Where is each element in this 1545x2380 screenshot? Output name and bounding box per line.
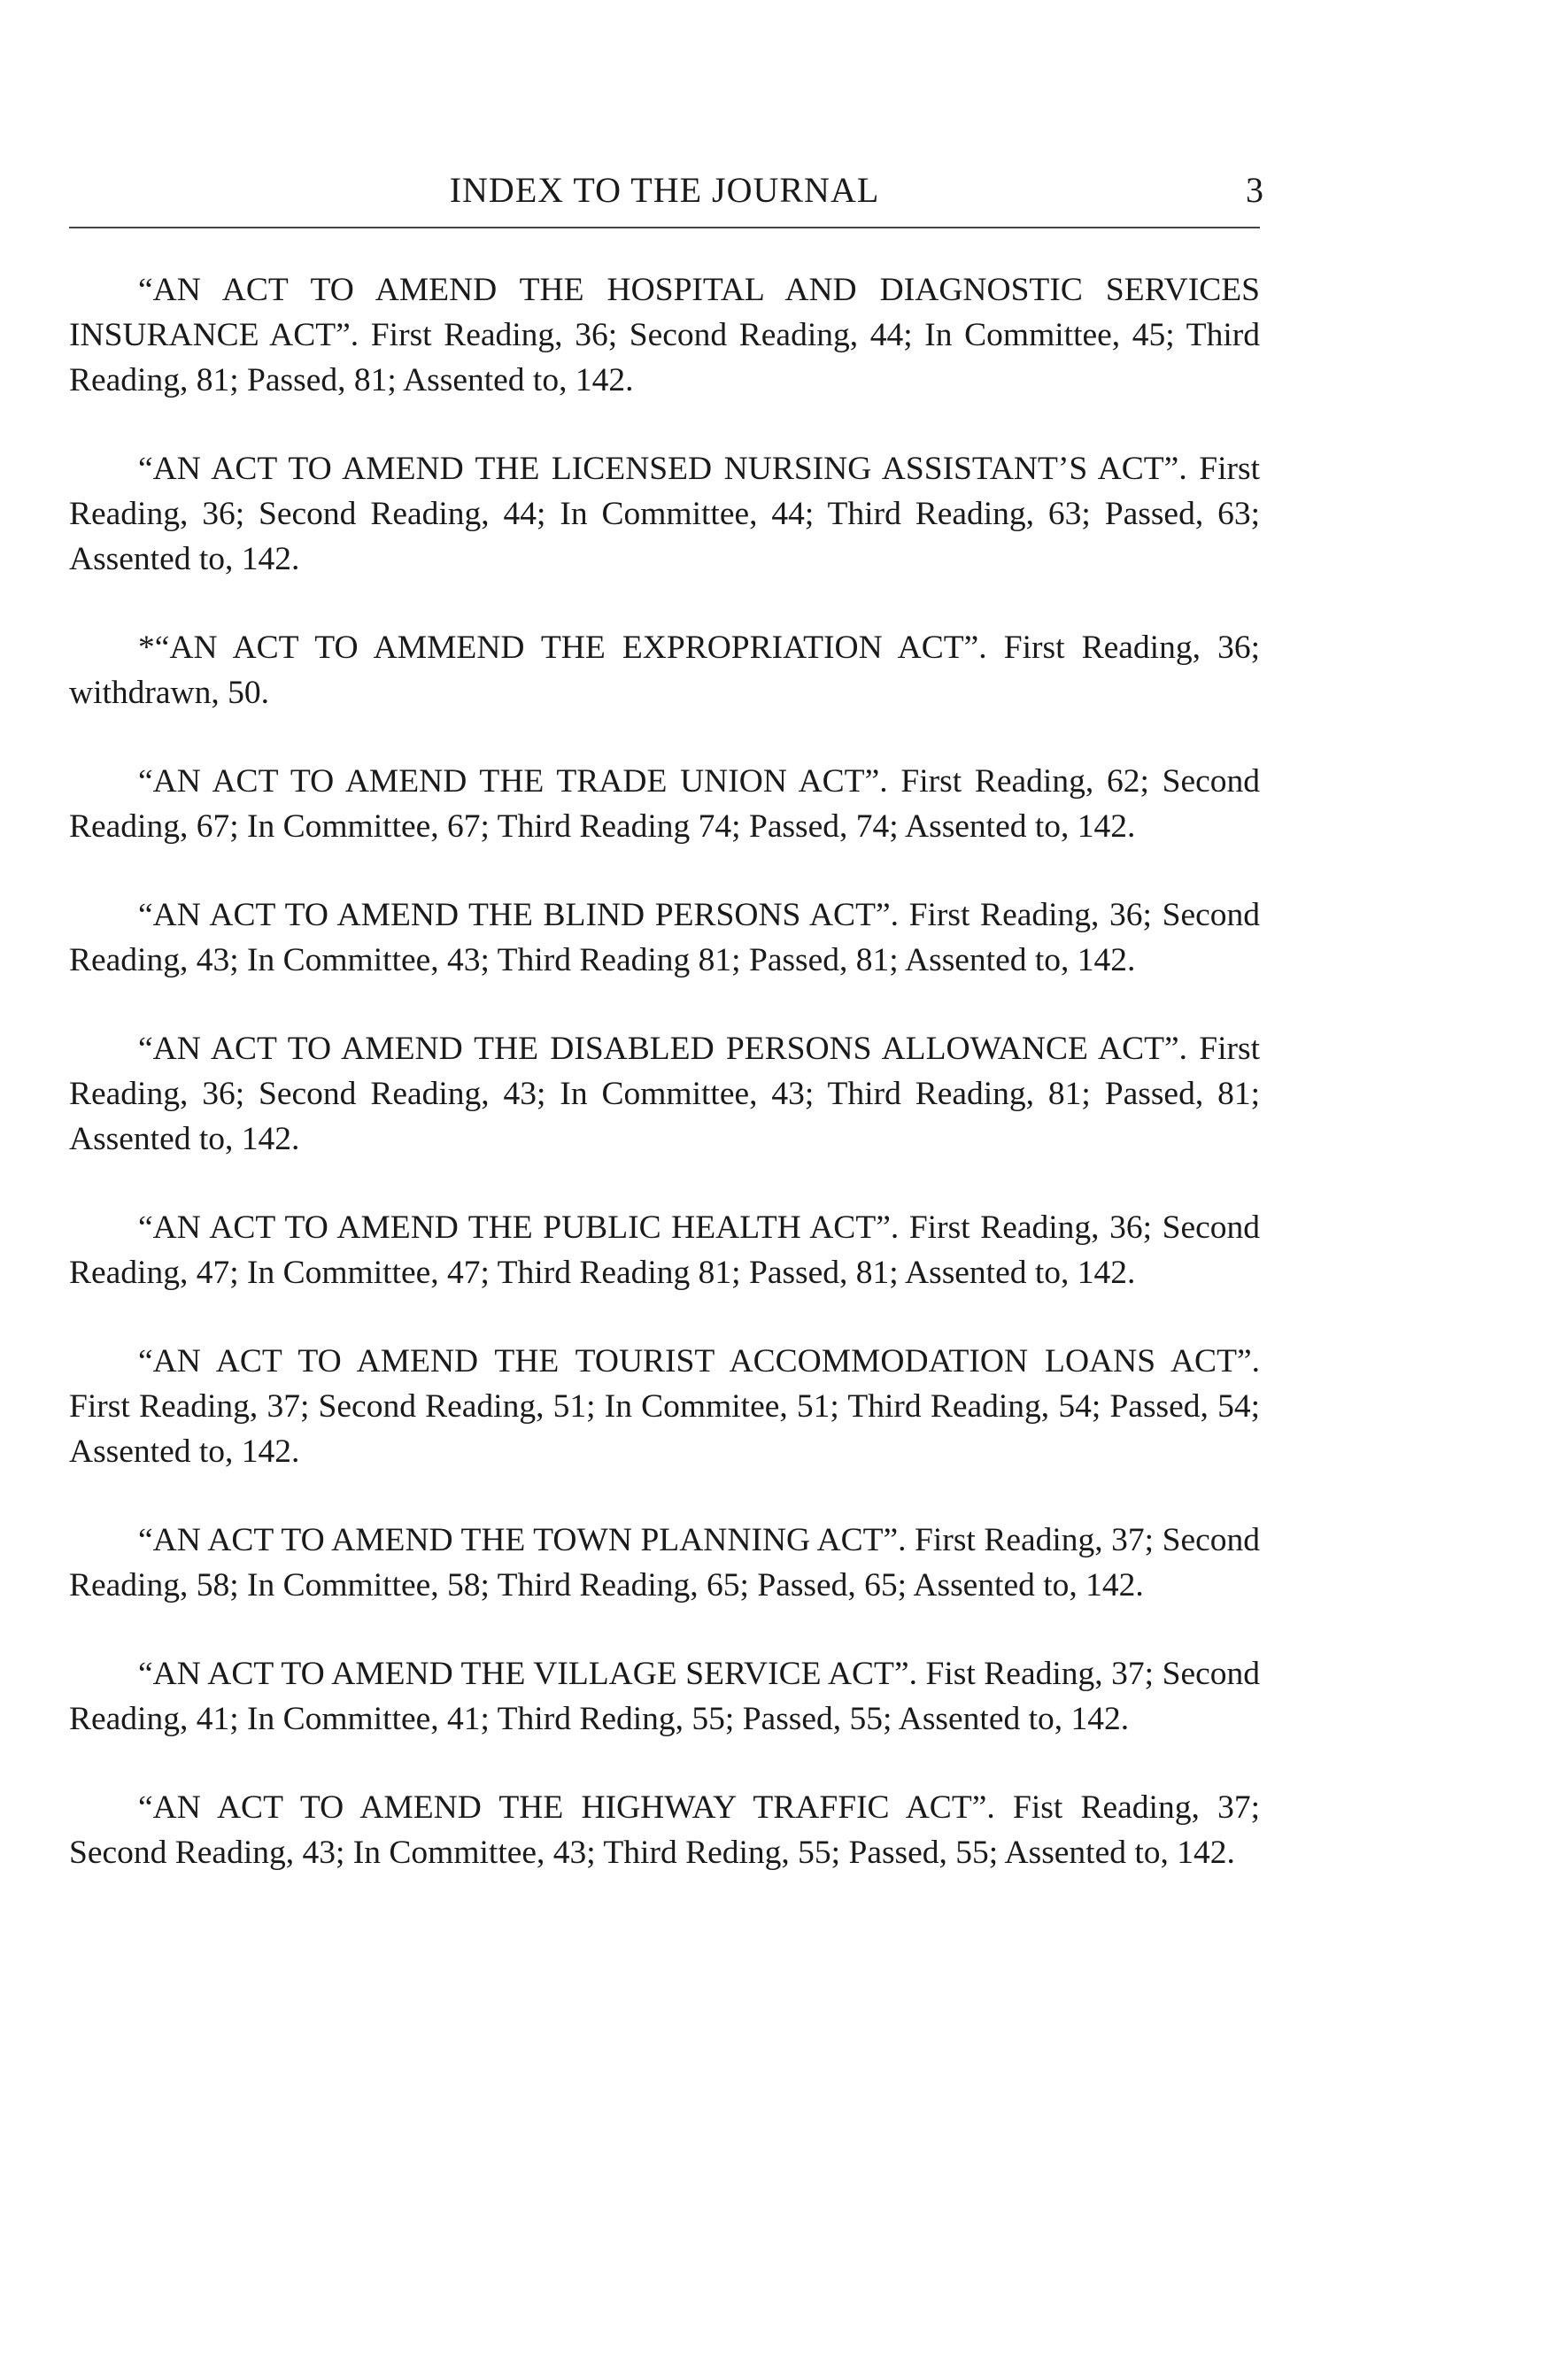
index-entry: “AN ACT TO AMEND THE VILLAGE SERVICE ACT”. Fist Reading, 37; Second Reading, 41; In Committee, 41; Third Reding, 55; Passed, 55; Assented to, 142. [69,1656,1260,1737]
index-entry: “AN ACT TO AMEND THE PUBLIC HEALTH ACT”. First Reading, 36; Second Reading, 47; In Committee, 47; Third Reading 81; Passed, 81; Assented to, 142. [69,1209,1260,1291]
running-head [69,164,1263,217]
index-entry: “AN ACT TO AMEND THE BLIND PERSONS ACT”. First Reading, 36; Second Reading, 43; In Committee, 43; Third Reading 81; Passed, 81; Assented to, 142. [69,897,1260,978]
page-title: INDEX TO THE JOURNAL [449,170,880,210]
index-entry: “AN ACT TO AMEND THE HIGHWAY TRAFFIC ACT”. Fist Reading, 37; Second Reading, 43; In Committee, 43; Third Reding, 55; Passed, 55; Assented to, 142. [69,1789,1260,1871]
index-entry: “AN ACT TO AMEND THE TRADE UNION ACT”. First Reading, 62; Second Reading, 67; In Committee, 67; Third Reading 74; Passed, 74; Assented to, 142. [69,763,1260,845]
index-entry: “AN ACT TO AMEND THE DISABLED PERSONS ALLOWANCE ACT”. First Reading, 36; Second Reading, 43; In Committee, 43; Third Reading, 81; Passed, 81; Assented to, 142. [69,1031,1260,1157]
index-entry: “AN ACT TO AMEND THE LICENSED NURSING ASSISTANT’S ACT”. First Reading, 36; Second Reading, 44; In Committee, 44; Third Reading, 63; Passed, 63; Assented to, 142. [69,451,1260,577]
index-entry: “AN ACT TO AMEND THE TOURIST ACCOMMODATION LOANS ACT”. First Reading, 37; Second Reading, 51; In Commitee, 51; Third Reading, 54; Passed, 54; Assented to, 142. [69,1343,1260,1470]
index-entry: “AN ACT TO AMEND THE HOSPITAL AND DIAGNOSTIC SERVICES INSURANCE ACT”. First Reading, 36; Second Reading, 44; In Committee, 45; Third Reading, 81; Passed, 81; Assented to, 142. [69,272,1260,398]
index-entry: “AN ACT TO AMEND THE TOWN PLANNING ACT”. First Reading, 37; Second Reading, 58; In Committee, 58; Third Reading, 65; Passed, 65; Assented to, 142. [69,1522,1260,1603]
index-entry: *“AN ACT TO AMMEND THE EXPROPRIATION ACT”. First Reading, 36; withdrawn, 50. [69,630,1260,711]
header-rule [69,227,1260,228]
index-entries [69,267,1260,1919]
page-number: 3 [1246,170,1263,210]
